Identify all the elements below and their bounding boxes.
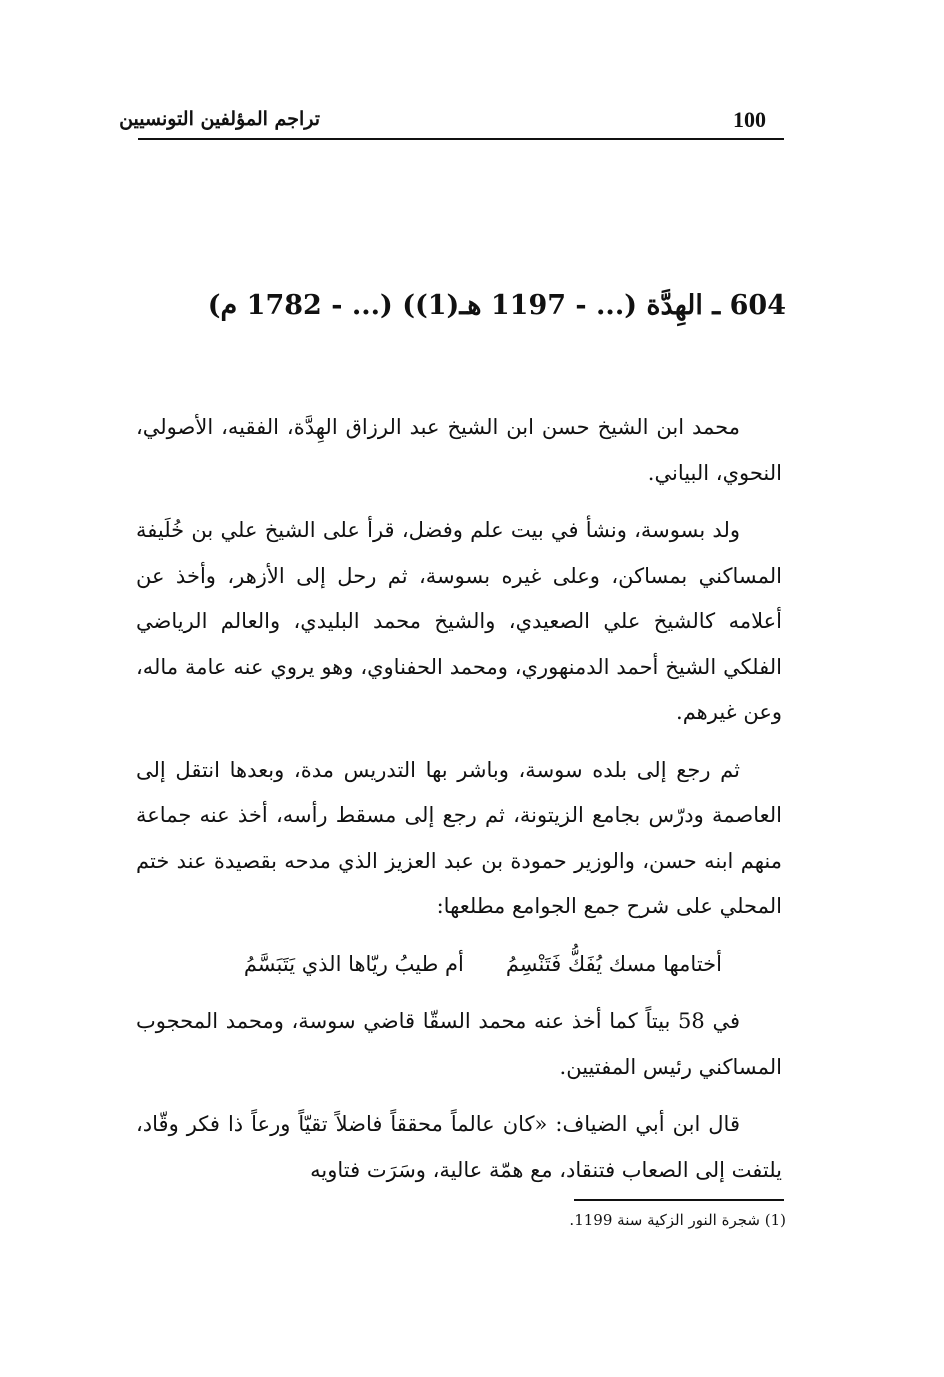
paragraph-intro: محمد ابن الشيخ حسن ابن الشيخ عبد الرزاق الهِدَّة، الفقيه، الأصولي، النحوي، البياني. <box>136 415 782 485</box>
page-number: 100 <box>733 107 766 132</box>
entry-heading: 604 ـ الهِدَّة (... - 1197 هـ(1)) (... - 1782 م) <box>207 290 786 321</box>
poem-verse <box>136 942 782 988</box>
footnote-rule <box>574 1199 784 1201</box>
footnote: (1) شجرة النور الزكية سنة 1199. <box>569 1211 786 1229</box>
page-header <box>119 100 784 140</box>
paragraph-birth: ولد بسوسة، ونشأ في بيت علم وفضل، قرأ على الشيخ علي بن خُلَيفة المساكني بمساكن، وعلى غيره بسوسة، ثم رحل إلى الأزهر، وأخذ عن أعلامه كالشيخ علي الصعيدي، والشيخ محمد البليدي، والعالم الرياضي الفلكي الشيخ أحمد الدمنهوري، ومحمد الحفناوي، وهو يروي عنه عامة ماله، وعن غيرهم. <box>136 518 782 724</box>
running-title: تراجم المؤلفين التونسيين <box>119 108 320 130</box>
paragraph-return: ثم رجع إلى بلده سوسة، وباشر بها التدريس مدة، وبعدها انتقل إلى العاصمة ودرّس بجامع الزيتونة، ثم رجع إلى مسقط رأسه، أخذ عنه جماعة منهم ابنه حسن، والوزير حمودة بن عبد العزيز الذي مدحه بقصيدة عند ختم المحلي على شرح جمع الجوامع مطلعها: <box>136 757 782 918</box>
verse-second-hemistich: أم طيبُ ريّاها الذي يَتَبَسَّمُ <box>243 951 464 976</box>
paragraph-students: في 58 بيتاً كما أخذ عنه محمد السقّا قاضي سوسة، ومحمد المحجوب المساكني رئيس المفتيين. <box>136 1009 782 1079</box>
header-rule <box>138 138 784 140</box>
verse-first-hemistich: أختامها مسك يُفَكُّ فَتَنْسِمُ <box>505 951 722 976</box>
paragraph-quote: قال ابن أبي الضياف: «كان عالماً محققاً فاضلاً تقيّاً ورعاً ذا فكر وقّاد، يلتفت إلى الصعاب فتنقاد، مع همّة عالية، وسَرَت فتاويه <box>136 1112 782 1182</box>
body-text <box>136 405 782 1205</box>
